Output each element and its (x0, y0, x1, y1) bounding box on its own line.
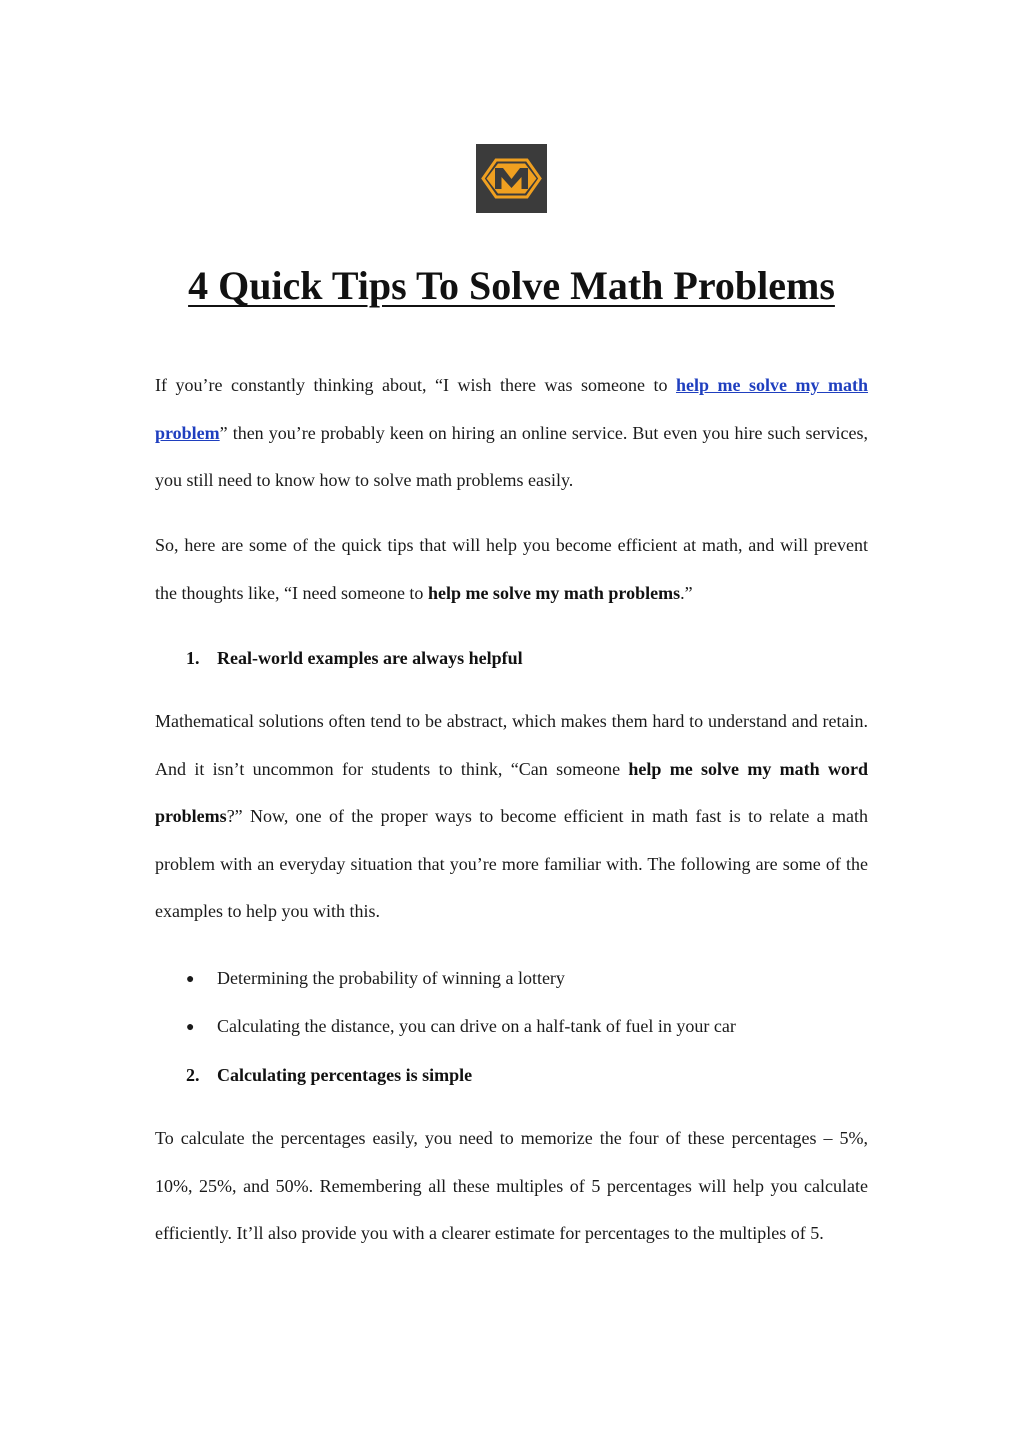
hexagon-m-logo-icon (476, 144, 547, 213)
page-title: 4 Quick Tips To Solve Math Problems (188, 263, 835, 308)
list-item: ● Determining the probability of winning a lottery (186, 966, 565, 992)
section-2-paragraph: To calculate the percentages easily, you need to memorize the four of these percentages – 5%, 10%, 25%, and 50%. Remembering all these multiples of 5 percentages will help you calculate efficiently. It’ll also provide you with a clearer estimate for percentages to the multiples of 5. (155, 1128, 868, 1243)
section-1-paragraph: Mathematical solutions often tend to be abstract, which makes them hard to understand and retain. And it isn’t uncommon for students to think, “Can someone help me solve my math word problems?” Now, one of the proper ways to become efficient in math fast is to relate a math problem with an everyday situation that you’re more familiar with. The following are some of the examples to help you with this. (155, 711, 868, 921)
bullet-icon: ● (186, 972, 195, 987)
section-2-heading: 2. Calculating percentages is simple (186, 1065, 473, 1085)
help-solve-math-problem-link[interactable]: help me solve my math problem (155, 375, 869, 443)
bullet-icon: ● (186, 1020, 195, 1035)
list-item: ● Calculating the distance, you can drive on a half-tank of fuel in your car (186, 1014, 736, 1040)
intro-paragraph: If you’re constantly thinking about, “I wish there was someone to help me solve my math problem” then you’re probably keen on hiring an online service. But even you hire such services, you still need to know how to solve math problems easily. (155, 375, 869, 490)
brand-logo (476, 144, 547, 213)
section-1-heading: 1. Real-world examples are always helpful (186, 648, 523, 668)
tips-intro-paragraph: So, here are some of the quick tips that will help you become efficient at math, and will prevent the thoughts like, “I need someone to help me solve my math problems.” (155, 535, 868, 603)
